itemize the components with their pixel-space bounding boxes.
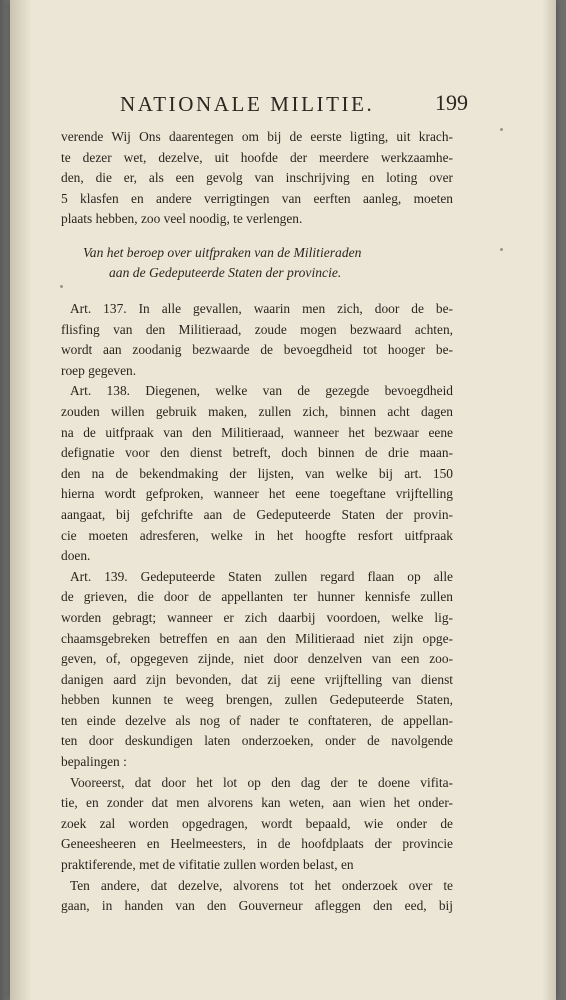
text-line: aangaat, bij gefchrifte aan de Gedeputeerde Staten der provin- [61, 506, 453, 522]
paper-speck [500, 128, 503, 131]
text-line: danigen aard zijn bevonden, dat zij eene vrijftelling van dienst [61, 671, 453, 687]
text-line: wordt aan zoodanig bezwaarde de bevoegdheid tot hooger be- [61, 342, 453, 358]
text-line: praktiferende, met de vifitatie zullen worden belast, en [61, 857, 354, 873]
article-138-line: Art. 138. Diegenen, welke van de gezegde bevoegdheid [70, 383, 453, 399]
text-line: chaamsgebreken betreffen en aan den Militieraad niet zijn opge- [61, 630, 453, 646]
text-line: den, die er, als een gevolg van inschrijving en loting over [61, 170, 453, 186]
running-title: NATIONALE MILITIE. [120, 92, 375, 116]
article-139-line: Art. 139. Gedeputeerde Staten zullen regard flaan op alle [70, 568, 453, 584]
article-137-line: Art. 137. In alle gevallen, waarin men zich, door de be- [70, 301, 453, 316]
paper-speck [500, 248, 503, 251]
text-line: ten einde dezelve als nog of nader te conftateren, de appellan- [61, 712, 453, 728]
section-heading-line: aan de Gedeputeerde Staten der provincie. [109, 265, 342, 280]
text-line: verende Wij Ons daarentegen om bij de eerste ligting, uit krach- [61, 129, 453, 144]
text-line: ten door deskundigen laten onderzoeken, onder de navolgende [61, 733, 453, 749]
page-header [110, 90, 468, 120]
text-line: worden gebragt; wanneer er zich daarbij voordoen, welke lig- [61, 609, 453, 625]
text-line: Geneesheeren en Heelmeesters, in de hoofdplaats der provincie [61, 836, 453, 852]
section-heading [83, 243, 443, 283]
text-line: te dezer wet, dezelve, uit hoofde der meerdere werkzaamhe- [61, 149, 453, 165]
text-line: zoek zal worden opgedragen, wordt bepaald, wie onder de [61, 815, 453, 831]
text-line: tie, en zonder dat men alvorens kan weten, aan wien het onder- [61, 795, 453, 811]
text-line: bepalingen : [61, 754, 127, 770]
text-line: plaats hebben, zoo veel noodig, te verlengen. [61, 211, 303, 227]
book-page [10, 0, 556, 1000]
text-line: gaan, in handen van den Gouverneur afleggen den eed, bij [61, 898, 453, 914]
page-number: 199 [435, 90, 468, 115]
text-line: doen. [61, 548, 91, 564]
paper-speck [60, 285, 63, 288]
text-line: zouden willen gebruik maken, zullen zich, binnen acht dagen [61, 403, 453, 419]
text-line: hebben kunnen te weeg brengen, zullen Gedeputeerde Staten, [61, 692, 453, 708]
text-line: na de uitfpraak van den Militieraad, wanneer het bezwaar eene [61, 424, 453, 440]
section-heading-line: Van het beroep over uitfpraken van de Militieraden [83, 245, 362, 260]
text-line: den na de bekendmaking der lijsten, van welke bij art. 150 [61, 465, 453, 481]
text-line: defignatie voor den dienst betreft, doch binnen de drie maan- [61, 445, 453, 461]
text-line: hierna wordt gefproken, wanneer het eene toegeftane vrijftelling [61, 486, 453, 502]
vooreerst-line: Vooreerst, dat door het lot op den dag der te doene vifita- [70, 774, 453, 790]
text-line: flisfing van den Militieraad, zoude mogen bezwaard achten, [61, 321, 453, 337]
text-line: cie moeten adresferen, welke in het hoogfte resfort uitfpraak [61, 527, 453, 543]
articles-text [61, 299, 453, 917]
text-line: geven, of, opgegeven zijnde, niet door denzelven van een zoo- [61, 651, 453, 667]
text-line: roep gegeven. [61, 362, 137, 378]
page-gutter-shadow [10, 0, 32, 1000]
text-line: 5 klasfen en andere verrigtingen van eerften aanleg, moeten [61, 190, 453, 206]
ten-andere-line: Ten andere, dat dezelve, alvorens tot het onderzoek over te [70, 877, 453, 893]
paragraph-top [61, 127, 453, 230]
text-line: de grieven, die door de appellanten ter hunner kennisfe zullen [61, 589, 453, 605]
